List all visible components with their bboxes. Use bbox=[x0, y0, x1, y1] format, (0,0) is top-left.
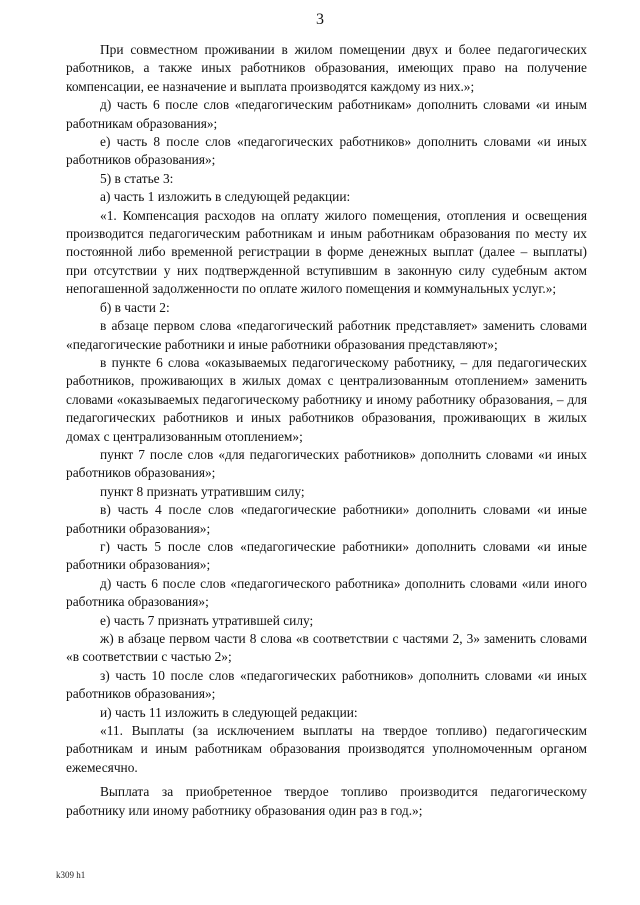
paragraph-point-8-repeal: пункт 8 признать утратившим силу; bbox=[100, 483, 305, 499]
paragraph-part-8-amendment: е) часть 8 после слов «педагогических работников» дополнить словами «и иных работников образования»; bbox=[66, 134, 587, 168]
paragraph-part-5-amendment: г) часть 5 после слов «педагогические работники» дополнить словами «и иные работники образования»; bbox=[66, 538, 587, 573]
paragraph-part-6-article-3-amendment: д) часть 6 после слов «педагогического работника» дополнить словами «или иного работника образования»; bbox=[66, 575, 587, 610]
page-number: 3 bbox=[316, 11, 324, 28]
paragraph-point-7-amendment: пункт 7 после слов «для педагогических работников» дополнить словами «и иных работников образования»; bbox=[66, 446, 587, 481]
paragraph-part-10-amendment: з) часть 10 после слов «педагогических работников» дополнить словами «и иных работников образования»; bbox=[66, 667, 587, 702]
paragraph-part-1-new-wording-intro: а) часть 1 изложить в следующей редакции: bbox=[100, 189, 351, 205]
paragraph-part-7-repeal: е) часть 7 признать утратившей силу; bbox=[100, 612, 314, 628]
paragraph-compensation-joint-residence: При совместном проживании в жилом помещении двух и более педагогических работников, а также иных работников образования, имеющих право на получение компенсации, ее назначение и выплата производятся каждому из них.»; bbox=[66, 42, 587, 94]
paragraph-point-6-replacement: в пункте 6 слова «оказываемых педагогическому работнику, – для педагогических работников, проживающих в жилых домах с централизованным отоплением» заменить словами «оказываемых педагогическому работнику и иному работнику образования, – для педагогических работников и иных работников образования, проживающих в жилых домах с централизованным отоплением»; bbox=[66, 354, 587, 444]
footer-document-code: k309 h1 bbox=[56, 870, 86, 880]
paragraph-part-6-amendment: д) часть 6 после слов «педагогическим работникам» дополнить словами «и иным работникам образования»; bbox=[66, 97, 587, 131]
paragraph-article-3-heading: 5) в статье 3: bbox=[100, 170, 174, 186]
paragraph-part-1-new-wording: «1. Компенсация расходов на оплату жилого помещения, отопления и освещения производится педагогическим работникам и иным работникам образования по месту их постоянной либо временной регистрации в форме денежных выплат (далее – выплаты) при отсутствии у них подтвержденной вступившим в законную силу судебным актом непогашенной задолженности по оплате жилого помещения и коммунальных услуг.»; bbox=[66, 207, 587, 297]
paragraph-part-2-heading: б) в части 2: bbox=[100, 299, 170, 315]
paragraph-first-subparagraph-replacement: в абзаце первом слова «педагогический работник представляет» заменить словами «педагогические работники и иные работники образования представляют»; bbox=[66, 318, 587, 352]
paragraph-part-11-new-wording-intro: и) часть 11 изложить в следующей редакции: bbox=[100, 704, 358, 720]
paragraph-part-11-new-wording: «11. Выплаты (за исключением выплаты на твердое топливо) педагогическим работникам и иным работникам образования производятся уполномоченным органом ежемесячно. bbox=[66, 723, 587, 775]
paragraph-part-4-amendment: в) часть 4 после слов «педагогические работники» дополнить словами «и иные работники образования»; bbox=[66, 502, 587, 536]
paragraph-part-8-replacement: ж) в абзаце первом части 8 слова «в соответствии с частями 2, 3» заменить словами «в соответствии с частью 2»; bbox=[66, 631, 587, 665]
paragraph-solid-fuel-payment: Выплата за приобретенное твердое топливо производится педагогическому работнику или иному работнику образования один раз в год.»; bbox=[66, 784, 587, 818]
document-body bbox=[66, 41, 587, 820]
